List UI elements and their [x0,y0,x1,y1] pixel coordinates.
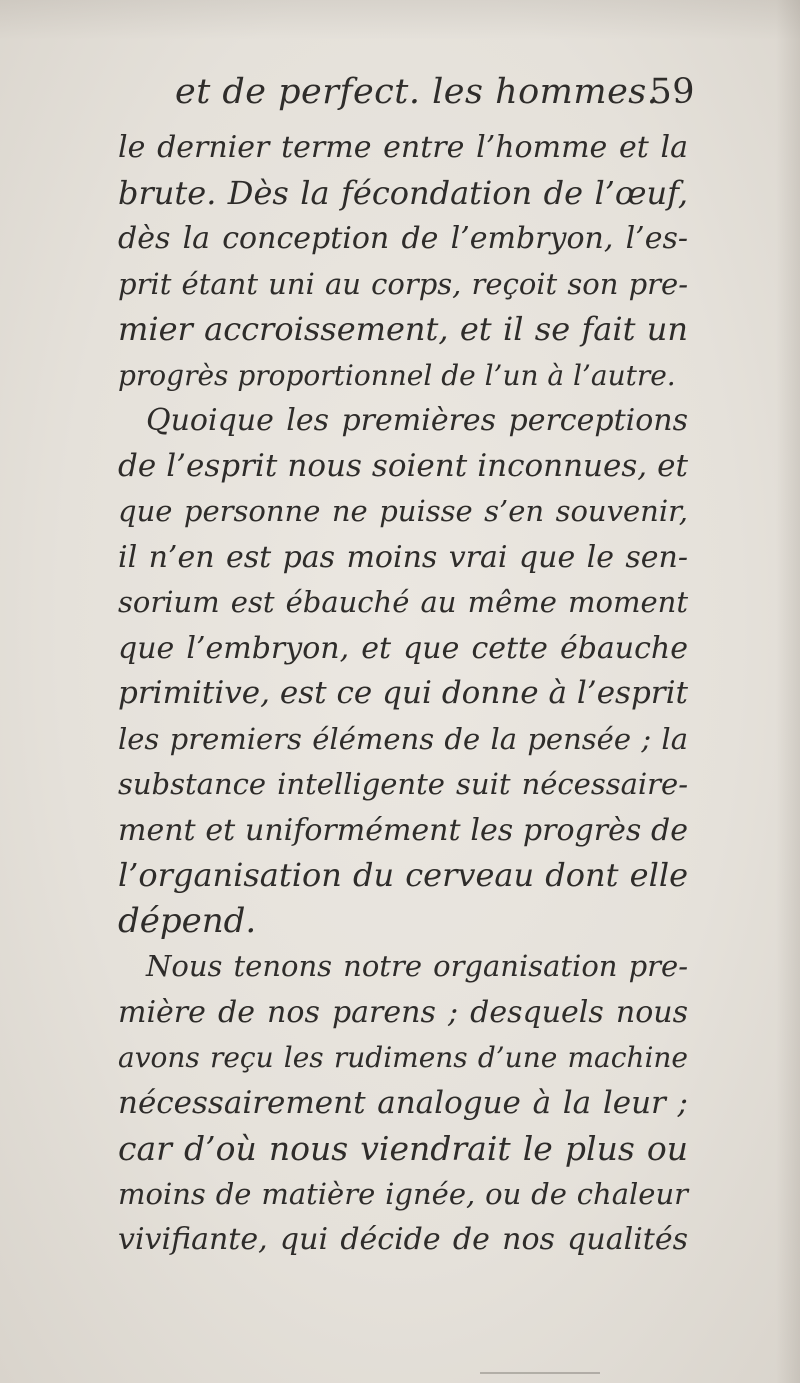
text-line: dépend. [118,900,257,941]
text-line: vivifiante, qui décide de nos qualités [118,1222,688,1257]
text-line: les premiers élémens de la pensée ; la [118,721,688,756]
text-line: progrès proportionnel de l’un à l’autre. [118,358,676,392]
text-line: nécessairement analogue à la leur ; [118,1084,688,1121]
text-line: primitive, est ce qui donne à l’esprit [118,675,688,711]
text-line: car d’où nous viendrait le plus ou [118,1129,688,1168]
page-top-shadow [0,0,800,40]
body-text [118,125,688,1263]
text-line: que personne ne puisse s’en souvenir, [118,494,688,528]
text-line: moins de matière ignée, ou de chaleur [118,1176,688,1211]
bottom-mark [480,1372,600,1374]
text-line: il n’en est pas moins vrai que le sen- [118,539,688,575]
text-line: l’organisation du cerveau dont elle [118,856,688,894]
text-line: ment et uniformément les progrès de [118,812,688,848]
text-line: mier accroissement, et il se fait un [118,310,688,348]
text-line: dès la conception de l’embryon, l’es- [118,221,688,256]
text-line: de l’esprit nous soient inconnues, et [118,447,688,484]
text-line: que l’embryon, et que cette ébauche [118,630,688,666]
text-line: mière de nos parens ; desquels nous [118,994,688,1030]
text-line: brute. Dès la fécondation de l’œuf, [118,173,688,212]
text-line: substance intelligente suit nécessaire- [118,767,688,801]
paragraph-start-line: Nous tenons notre organisation pre- [146,949,688,983]
page-edge-shadow [776,0,800,1383]
page-number: 59 [649,72,695,112]
text-line: avons reçu les rudimens d’une machine [118,1041,688,1074]
text-line: prit étant uni au corps, reçoit son pre- [118,266,688,301]
running-title: et de perfect. les hommes. [175,72,659,112]
text-line: le dernier terme entre l’homme et la [118,130,688,165]
page-header [175,72,695,124]
paragraph-start-line: Quoique les premières perceptions [146,403,688,438]
text-line: sorium est ébauché au même moment [118,585,688,619]
